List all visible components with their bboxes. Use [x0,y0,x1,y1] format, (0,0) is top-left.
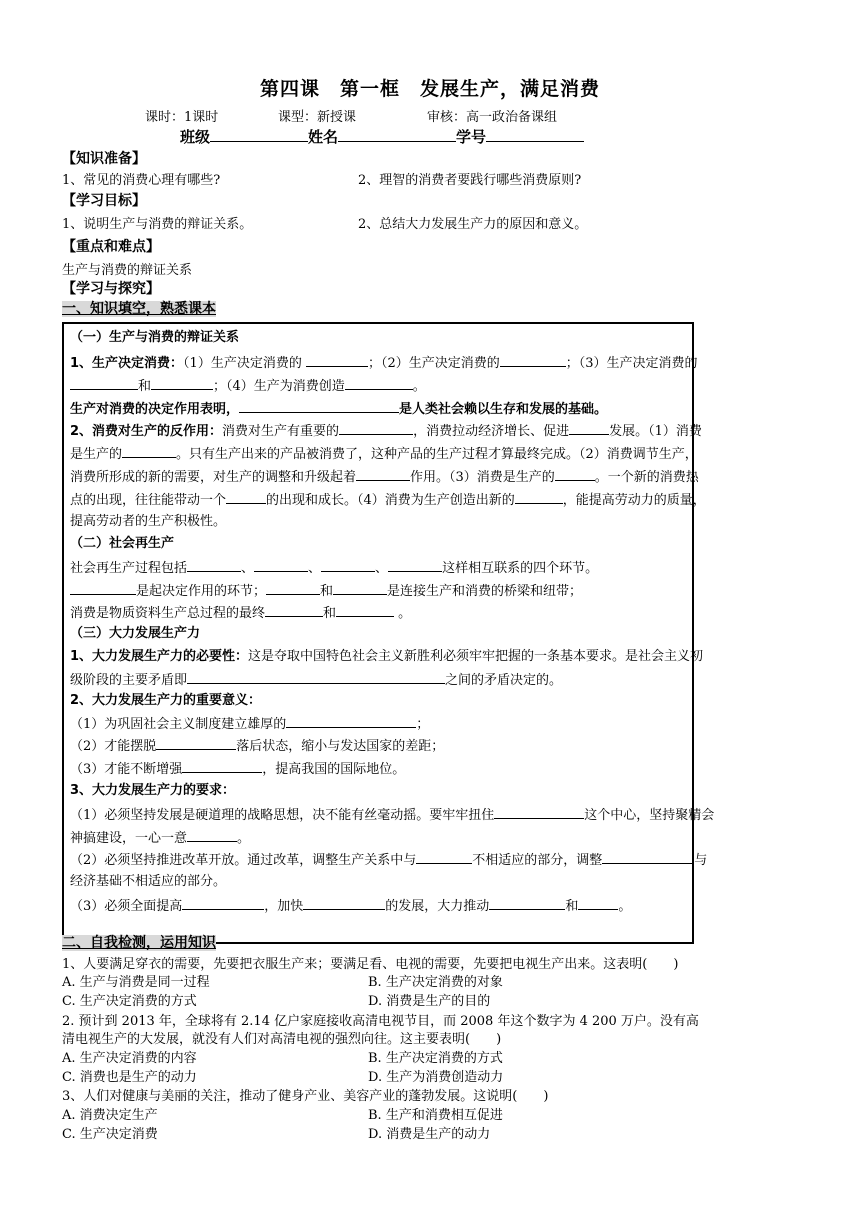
q3-option-c: C. 生产决定消费 [62,1127,158,1142]
q2-option-d: D. 生产为消费创造动力 [368,1070,504,1085]
section3-title: （三）大力发展生产力 [70,626,201,641]
q1-option-b: B. 生产决定消费的对象 [368,975,503,990]
s3-need-line1: 1、大力发展生产力的必要性：这是夺取中国特色社会主义新胜利必须牢牢把握的一条基本要求。是社会主义初 [70,649,704,664]
q1-option-d: D. 消费是生产的目的 [368,994,491,1009]
s1-line4: 2、消费对生产的反作用：消费对生产有重要的 ，消费拉动经济增长、促进 发展。（1）消费 [70,419,800,443]
q3-option-b: B. 生产和消费相互促进 [368,1108,503,1123]
s1-line3: 生产对消费的决定作用表明， 是人类社会赖以生存和发展的基础。 [70,397,800,421]
part2-heading: 二、自我检测，运用知识 [62,935,216,951]
page-title: 第四课 第一框 发展生产，满足消费 [259,78,600,100]
prep-q1: 1、常见的消费心理有哪些? [62,173,221,188]
section2-title: （二）社会再生产 [70,536,175,551]
q2-stem-2: 清电视生产的大发展，就没有人们对高清电视的强烈向往。这主要表明( ) [62,1032,502,1047]
s1-line1: 1、生产决定消费：（1）生产决定消费的 ；（2）生产决定消费的 ；（3）生产决定消费的 [70,351,800,375]
meta-type: 课型：新授课 [278,110,357,125]
s1-line6: 消费所形成的新的需要，对生产的调整和升级起着 作用。（3）消费是生产的 。一个新的消费热 [70,465,800,489]
key-heading: 【重点和难点】 [62,239,160,255]
explore-heading: 【学习与探究】 [62,281,160,297]
class-label: 班级 [180,128,211,146]
q2-option-a: A. 生产决定消费的内容 [62,1051,197,1066]
number-label: 学号 [456,128,487,146]
student-info-line [180,126,584,147]
prep-q2: 2、理智的消费者要践行哪些消费原则? [358,173,582,188]
s1-line8: 提高劳动者的生产积极性。 [70,514,227,529]
s1-line5: 是生产的 。只有生产出来的产品被消费了，这种产品的生产过程才算最终完成。（2）消费调节生产， [70,442,800,466]
goal-1: 1、说明生产与消费的辩证关系。 [62,217,253,232]
s3-need-line2: 级阶段的主要矛盾即 之间的矛盾决定的。 [70,668,800,692]
s3-req-heading: 3、大力发展生产力的要求： [70,783,236,798]
q1-stem: 1、人要满足穿衣的需要，先要把衣服生产来；要满足看、电视的需要，先要把电视生产出来。这表明( ) [62,957,679,972]
q1-option-c: C. 生产决定消费的方式 [62,994,197,1009]
q3-option-d: D. 消费是生产的动力 [368,1127,491,1142]
meta-review: 审核：高一政治备课组 [427,110,558,125]
goal-2: 2、总结大力发展生产力的原因和意义。 [358,217,588,232]
q1-option-a: A. 生产与消费是同一过程 [62,975,210,990]
q3-stem: 3、人们对健康与美丽的关注，推动了健身产业、美容产业的蓬勃发展。这说明( ) [62,1089,549,1104]
s3-meaning-3: （3）才能不断增强 ，提高我国的国际地位。 [70,757,800,781]
q2-stem-1: 2. 预计到 2013 年，全球将有 2.14 亿户家庭接收高清电视节目，而 2008 年这个数字为 4 200 万户。没有高 [62,1014,699,1029]
section1-title: （一）生产与消费的辩证关系 [70,330,240,345]
name-label: 姓名 [308,128,339,146]
goals-heading: 【学习目标】 [62,193,146,209]
key-text: 生产与消费的辩证关系 [62,263,193,278]
q2-option-c: C. 消费也是生产的动力 [62,1070,197,1085]
s3-req-1a: （1）必须坚持发展是硬道理的战略思想，决不能有丝毫动摇。要牢牢扭住 这个中心，坚持聚精会 [70,803,800,827]
part1-heading: 一、知识填空，熟悉课本 [62,301,216,317]
meta-hours: 课时：1课时 [145,110,219,125]
s3-meaning-heading: 2、大力发展生产力的重要意义： [70,693,262,708]
s3-req-2b: 经济基础不相适应的部分。 [70,874,227,889]
s2-line1: 社会再生产过程包括 、 、 、 这样相互联系的四个环节。 [70,556,800,580]
class-blank[interactable] [210,126,308,142]
s3-meaning-1: （1）为巩固社会主义制度建立雄厚的 ； [70,712,800,736]
s3-req-3: （3）必须全面提高 ，加快 的发展，大力推动 和 。 [70,894,800,918]
q2-option-b: B. 生产决定消费的方式 [368,1051,503,1066]
s2-line3: 消费是物质资料生产总过程的最终 和 。 [70,601,800,625]
s3-req-2a: （2）必须坚持推进改革开放。通过改革，调整生产关系中与 不相适应的部分，调整 与 [70,848,800,872]
s2-line2: 是起决定作用的环节； 和 是连接生产和消费的桥梁和纽带； [70,579,800,603]
q3-option-a: A. 消费决定生产 [62,1108,158,1123]
number-blank[interactable] [486,126,584,142]
s3-meaning-2: （2）才能摆脱 落后状态，缩小与发达国家的差距； [70,734,800,758]
prep-heading: 【知识准备】 [62,151,146,167]
name-blank[interactable] [338,126,456,142]
s3-req-1b: 神搞建设，一心一意 。 [70,826,800,850]
s1-line2: 和 ；（4）生产为消费创造 。 [70,374,800,398]
s1-line7: 点的出现，往往能带动一个 的出现和成长。（4）消费为生产创造出新的 ，能提高劳动力的质量， [70,488,800,512]
